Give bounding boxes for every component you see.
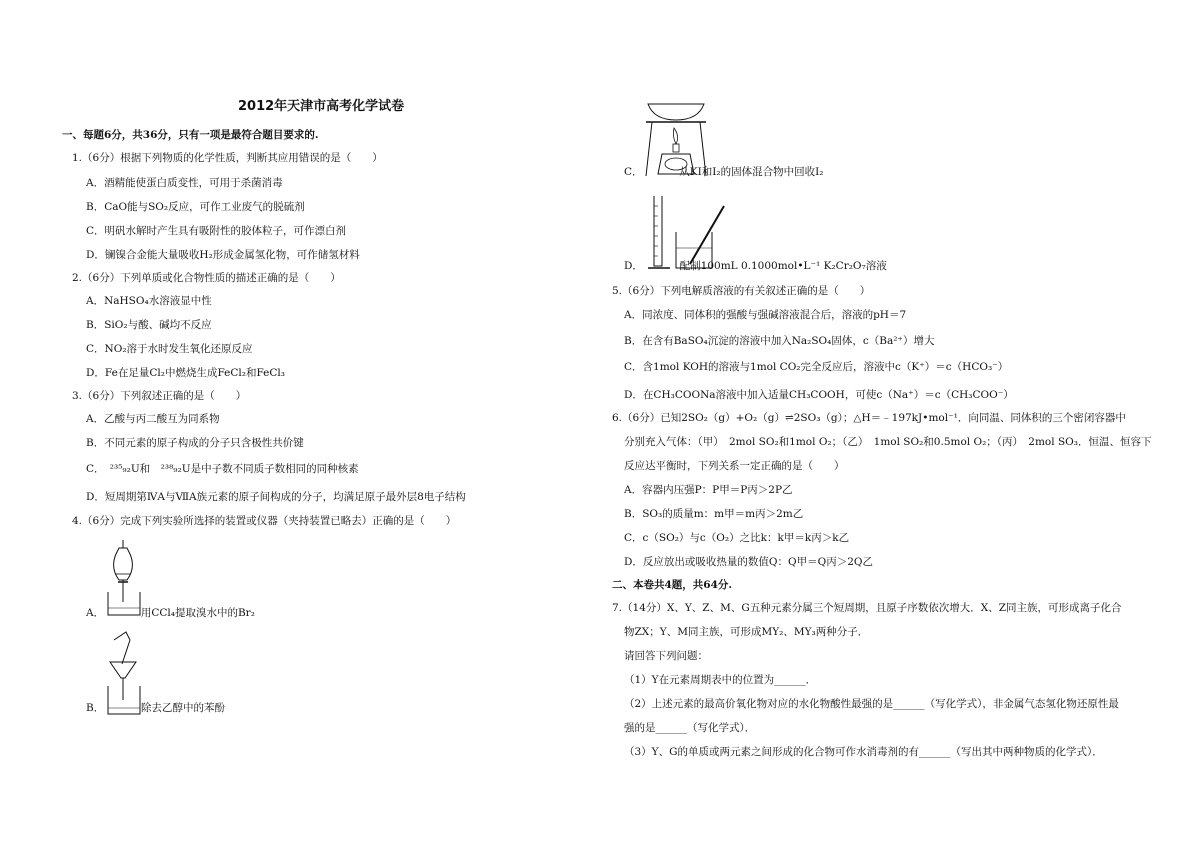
q4-option-d: D． 配制100mL 0.1000mol•L⁻¹ K₂Cr₂O₇溶液 (624, 260, 887, 272)
q2-option-d: D．Fe在足量Cl₂中燃烧生成FeCl₂和FeCl₃ (86, 367, 285, 379)
q4-option-a: A． 用CCl₄提取溴水中的Br₂ (86, 607, 255, 619)
q4-option-c: C． 从KI和I₂的固体混合物中回收I₂ (624, 166, 824, 178)
q7-prompt: 请回答下列问题： (624, 650, 708, 662)
q5-option-d: D．在CH₃COONa溶液中加入适量CH₃COOH，可使c（Na⁺）＝c（CH₃COO⁻） (624, 389, 1014, 401)
q2-option-c: C．NO₂溶于水时发生氧化还原反应 (86, 343, 253, 355)
q2-option-a: A．NaHSO₄水溶液显中性 (86, 295, 212, 307)
q1-option-c: C．明矾水解时产生具有吸附性的胶体粒子，可作漂白剂 (86, 225, 347, 237)
q3-stem: 3.（6分）下列叙述正确的是（ ） (72, 390, 247, 402)
q6-option-a: A．容器内压强P：P甲＝P丙＞2P乙 (624, 484, 793, 496)
q5-stem: 5.（6分）下列电解质溶液的有关叙述正确的是（ ） (612, 285, 871, 297)
q6-stem-line-1: 6.（6分）已知2SO₂（g）+O₂（g）⇌2SO₃（g）；△H＝﹣197kJ•mol⁻¹．向同温、同体积的三个密闭容器中 (612, 412, 1126, 424)
q5-option-b: B．在含有BaSO₄沉淀的溶液中加入Na₂SO₄固体，c（Ba²⁺）增大 (624, 335, 935, 347)
q4-option-b: B． 除去乙醇中的苯酚 (86, 702, 225, 714)
q4-stem: 4.（6分）完成下列实验所选择的装置或仪器（夹持装置已略去）正确的是（ ） (72, 515, 457, 527)
q3-option-a: A．乙酸与丙二酸互为同系物 (86, 413, 220, 425)
q7-stem-line-1: 7.（14分）X、Y、Z、M、G五种元素分属三个短周期，且原子序数依次增大．X、Z同主族，可形成离子化合 (612, 602, 1122, 614)
q1-option-d: D．镧镍合金能大量吸收H₂形成金属氢化物，可作储氢材料 (86, 249, 360, 261)
q7-part-2-line-2: 强的是______（写化学式）． (624, 722, 756, 734)
q7-part-1: （1）Y在元素周期表中的位置为______． (624, 674, 817, 686)
q6-stem-line-3: 反应达平衡时，下列关系一定正确的是（ ） (624, 460, 845, 472)
q7-part-3: （3）Y、G的单质或两元素之间形成的化合物可作水消毒剂的有______（写出其中两种物质的化学式）． (624, 746, 1103, 758)
q6-option-c: C．c（SO₂）与c（O₂）之比k：k甲＝k丙＞k乙 (624, 532, 850, 544)
q1-option-b: B．CaO能与SO₂反应，可作工业废气的脱硫剂 (86, 201, 305, 213)
section-two-heading: 二、本卷共4题，共64分. (612, 579, 733, 591)
q2-option-b: B．SiO₂与酸、碱均不反应 (86, 319, 212, 331)
q1-stem: 1.（6分）根据下列物质的化学性质，判断其应用错误的是（ ） (72, 152, 383, 164)
q7-stem-line-2: 物ZX；Y、M同主族，可形成MY₂、MY₃两种分子． (624, 626, 869, 638)
q3-option-b: B．不同元素的原子构成的分子只含极性共价键 (86, 437, 304, 449)
paper-title: 2012年天津市高考化学试卷 (238, 99, 405, 114)
q3-option-d: D．短周期第ⅣA与ⅦA族元素的原子间构成的分子，均满足原子最外层8电子结构 (86, 491, 466, 503)
q7-part-2-line-1: （2）上述元素的最高价氧化物对应的水化物酸性最强的是______（写化学式），非金属气态氢化物还原性最 (624, 698, 1119, 710)
q3-option-c: C． ²³⁵₉₂U和 ²³⁸₉₂U是中子数不同质子数相同的同种核素 (86, 463, 359, 475)
q6-stem-line-2: 分别充入气体：（甲） 2mol SO₂和1mol O₂；（乙） 1mol SO₂和0.5mol O₂；（丙） 2mol SO₃．恒温、恒容下 (624, 436, 1152, 448)
q2-stem: 2.（6分）下列单质或化合物性质的描述正确的是（ ） (72, 272, 341, 284)
q6-option-b: B．SO₃的质量m：m甲＝m丙＞2m乙 (624, 508, 804, 520)
section-one-heading: 一、每题6分，共36分，只有一项是最符合题目要求的. (62, 129, 319, 141)
q6-option-d: D．反应放出或吸收热量的数值Q：Q甲＝Q丙＞2Q乙 (624, 556, 874, 568)
q1-option-a: A．酒精能使蛋白质变性，可用于杀菌消毒 (86, 177, 283, 189)
q5-option-c: C．含1mol KOH的溶液与1mol CO₂完全反应后，溶液中c（K⁺）＝c（HCO₃⁻） (624, 361, 1009, 373)
q5-option-a: A．同浓度、同体积的强酸与强碱溶液混合后，溶液的pH＝7 (624, 309, 907, 321)
